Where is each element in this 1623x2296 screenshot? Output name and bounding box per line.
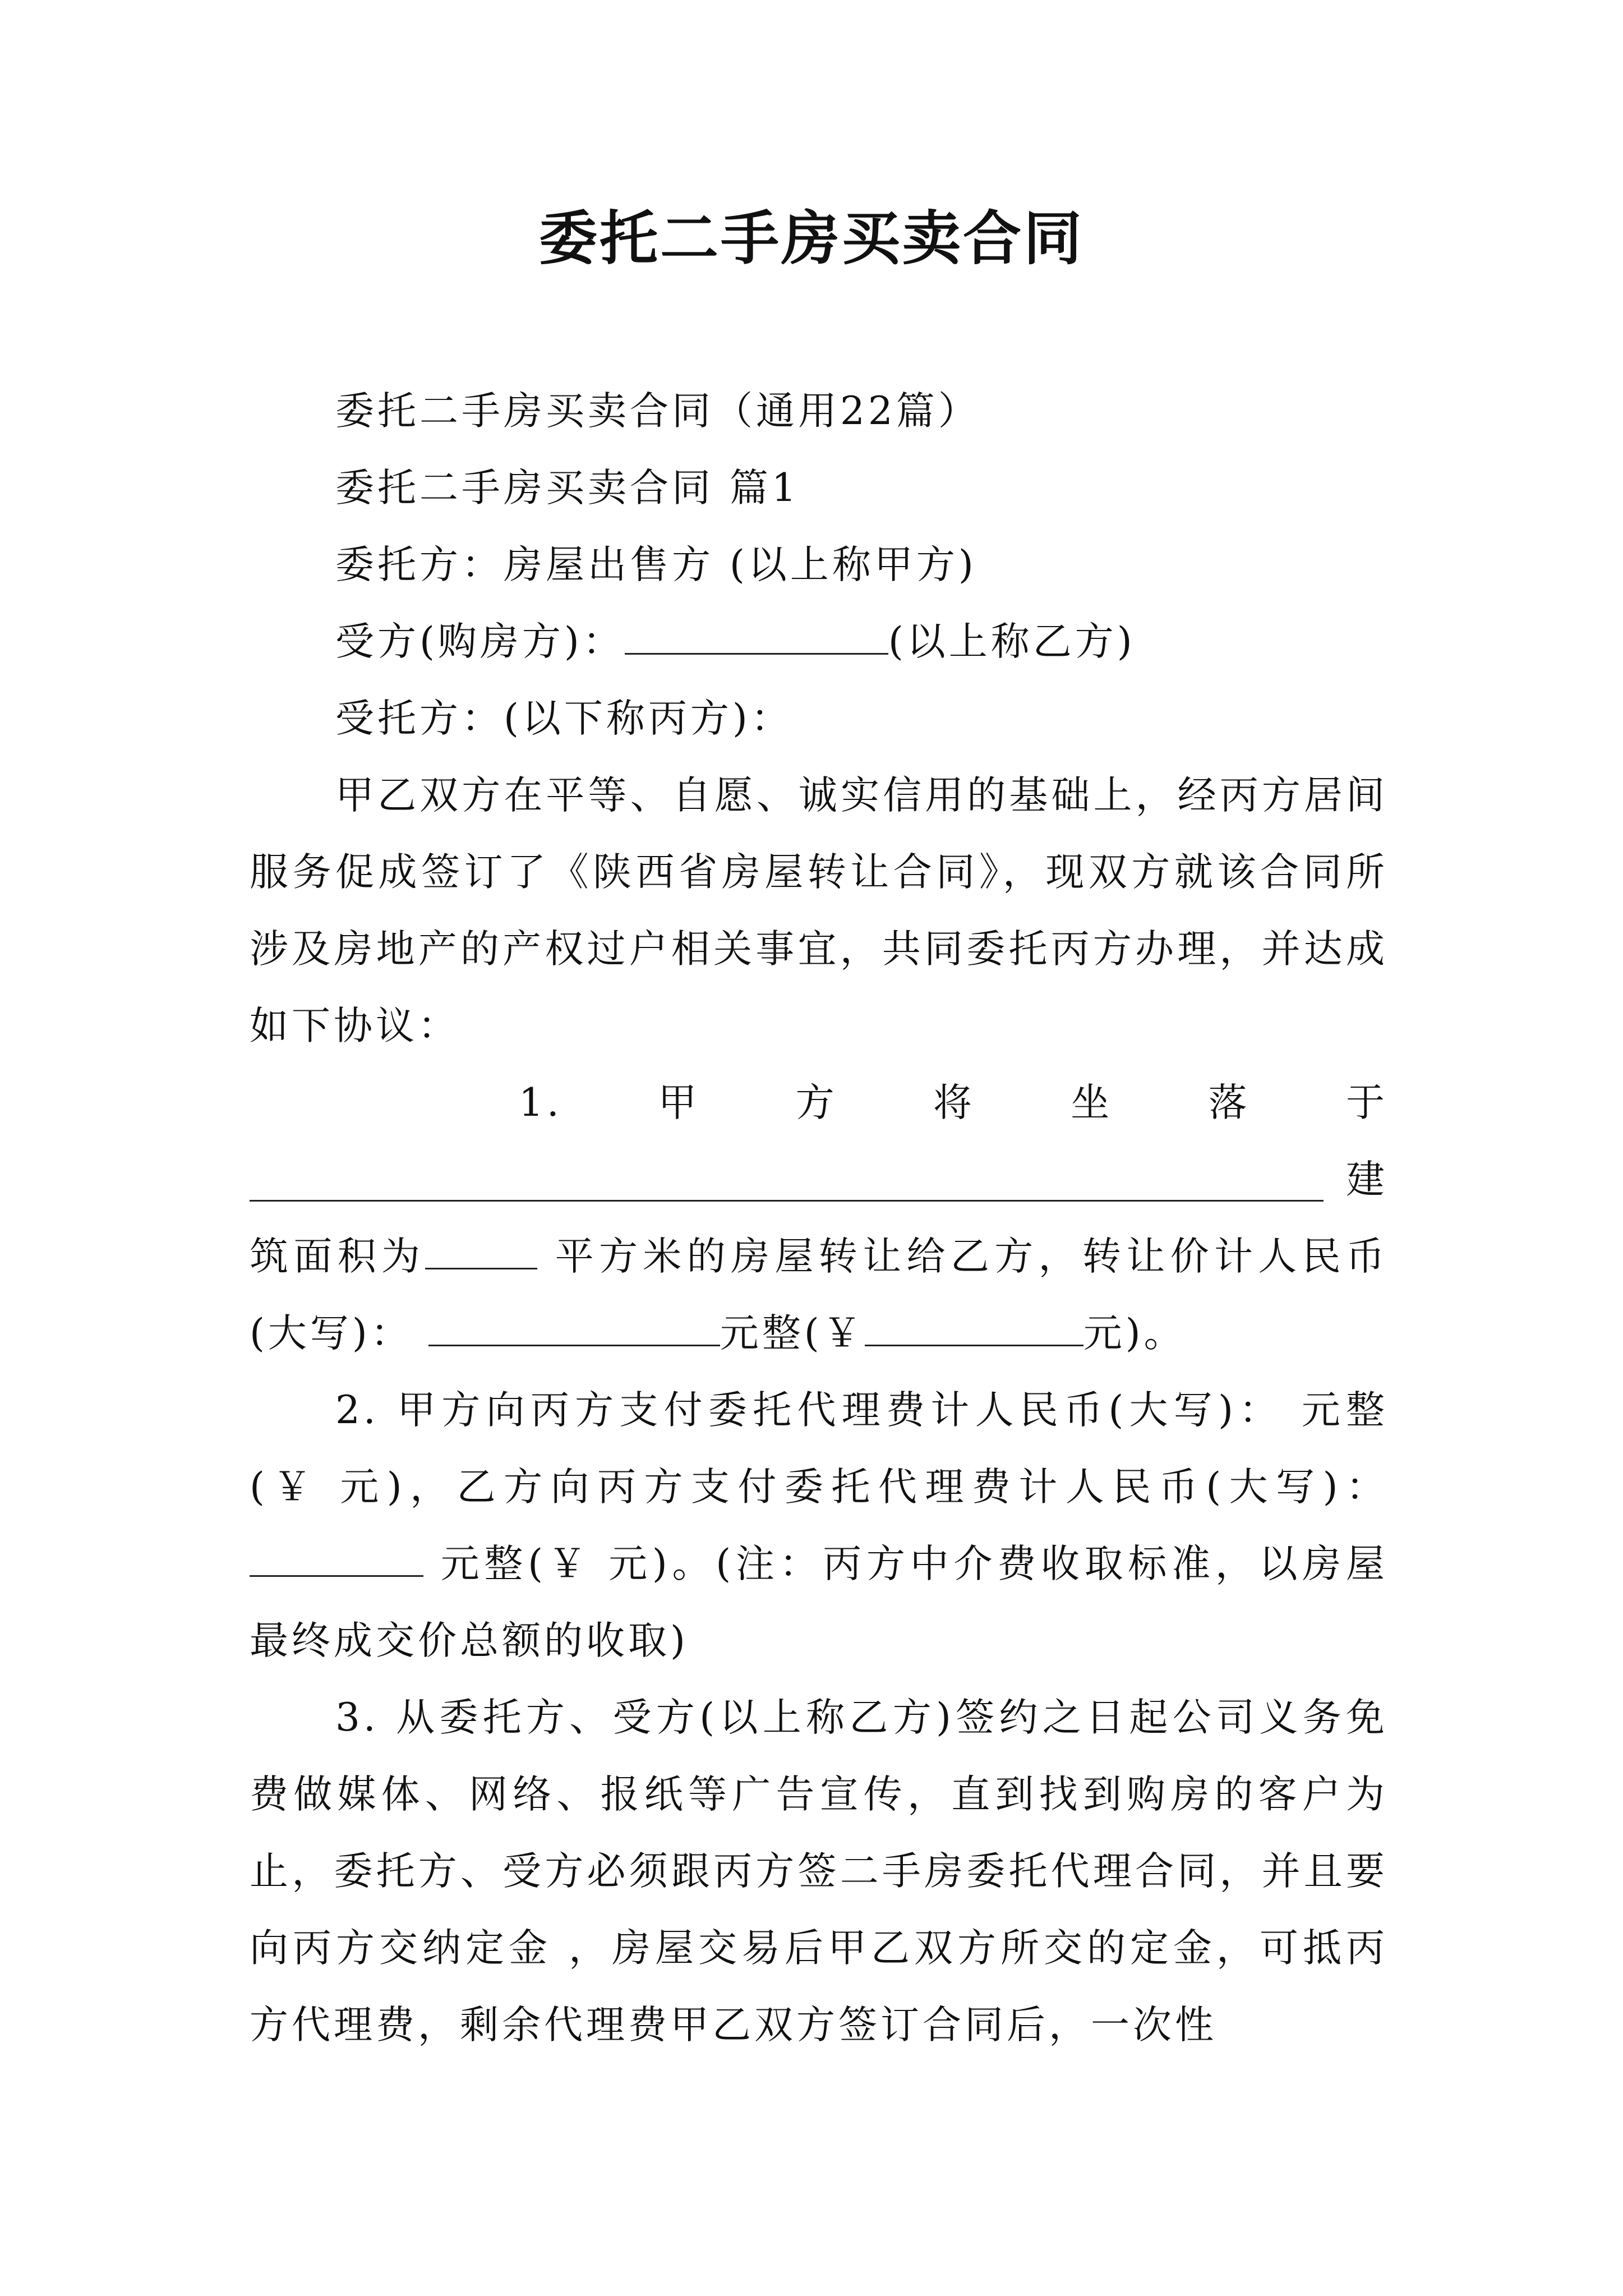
item1-char: 坐	[1071, 1080, 1113, 1125]
item1-char: 方	[795, 1080, 838, 1125]
price-number-blank	[865, 1311, 1083, 1346]
item3: 3. 从委托方、受方(以上称乙方)签约之日起公司义务免费做媒体、网络、报纸等广告宣传，直到找到购房的客户为止，委托方、受方必须跟丙方签二手房委托代理合同，并且要向丙方交纳定金 ，房屋交易后甲乙双方所交的定金，可抵丙方代理费，剩余代理费甲乙双方签订合同后，一次性	[250, 1695, 1388, 2047]
paragraph-section-heading: 委托二手房买卖合同 篇1	[335, 466, 800, 510]
item1-char: 落	[1208, 1080, 1251, 1125]
fee-blank	[250, 1542, 423, 1577]
location-blank	[250, 1155, 1324, 1202]
paragraph-buyer	[250, 604, 1388, 680]
price-end: 元)。	[1083, 1311, 1186, 1356]
item1-char: 于	[1346, 1080, 1388, 1125]
paragraph-agent: 受托方：(以下称丙方)：	[335, 696, 793, 741]
document-title: 委托二手房买卖合同	[538, 204, 1084, 273]
area-blank	[425, 1234, 537, 1269]
price-yuan-label: 元整(￥	[720, 1311, 865, 1356]
item1-details	[250, 1218, 1388, 1372]
paragraph-subtitle: 委托二手房买卖合同（通用22篇）	[335, 389, 980, 434]
item1-end-char: 建	[1346, 1157, 1388, 1202]
item1-char: 1.	[519, 1080, 562, 1125]
document-body	[250, 373, 1388, 2064]
item2-text: 2. 甲方向丙方支付委托代理费计人民币(大写)： 元整(￥ 元)，乙方向丙方支付委托代理费计人民币(大写)：	[250, 1388, 1388, 1510]
area-label: 筑面积为	[250, 1234, 426, 1279]
paragraph-intro: 甲乙双方在平等、自愿、诚实信用的基础上，经丙方居间服务促成签订了《陕西省房屋转让合同》，现双方就该合同所涉及房地产的产权过户相关事宜，共同委托丙方办理，并达成如下协议：	[250, 773, 1388, 1048]
item1-location-line	[250, 1142, 1388, 1218]
item2	[250, 1372, 1388, 1680]
buyer-label: 受方(购房方)：	[335, 619, 625, 664]
paragraph-client: 委托方：房屋出售方 (以上称甲方)	[335, 542, 977, 587]
buyer-suffix: (以上称乙方)	[888, 619, 1136, 664]
item1-char: 将	[933, 1080, 975, 1125]
price-words-blank	[428, 1311, 720, 1346]
item1-first-line	[250, 1065, 1388, 1142]
item2-text-end: 元整(￥ 元)。(注：丙方中介费收取标准，以房屋最终成交价总额的收取)	[250, 1542, 1388, 1663]
price-text: 平方米的房屋转让给乙方，转让价计人民币(大写)：	[250, 1234, 1388, 1356]
buyer-blank	[625, 619, 888, 655]
item1-char: 甲	[658, 1080, 700, 1125]
